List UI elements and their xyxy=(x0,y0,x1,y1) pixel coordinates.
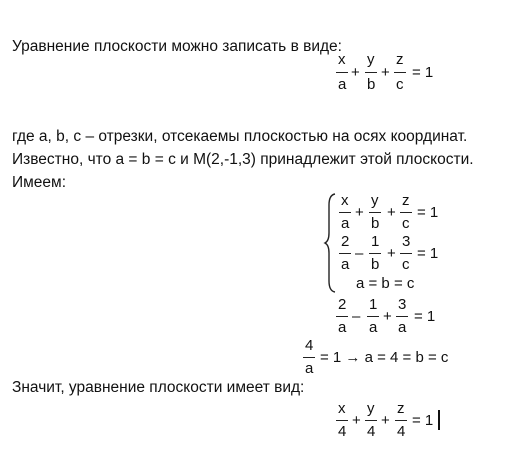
eq1-num-z: z xyxy=(396,51,404,68)
eq1-frac-bar-1 xyxy=(336,72,348,73)
sys2-op-1: – xyxy=(355,245,364,262)
eq1-frac-bar-3 xyxy=(394,72,406,73)
sys2-frac-bar-3 xyxy=(400,253,412,254)
sys1-rhs: = 1 xyxy=(417,204,439,221)
eq5-den-4-2: 4 xyxy=(367,423,376,440)
eq1-frac-bar-2 xyxy=(365,72,377,73)
eq4-den-a: a xyxy=(305,360,314,377)
eq4-frac-bar xyxy=(303,357,315,358)
eq3-den-a-1: a xyxy=(338,319,347,336)
eq3-op-1: – xyxy=(352,308,361,325)
eq3-den-a-2: a xyxy=(369,319,378,336)
eq1-num-y: y xyxy=(367,51,375,68)
sys1-den-a: a xyxy=(341,215,350,232)
eq3-num-3: 3 xyxy=(398,296,407,313)
eq5-frac-bar-3 xyxy=(395,420,407,421)
sys1-num-y: y xyxy=(371,192,379,209)
eq1-op-1: + xyxy=(351,64,360,81)
eq1-op-2: + xyxy=(381,64,390,81)
eq1-num-x: x xyxy=(338,51,346,68)
system-row-3: a = b = c xyxy=(356,275,415,292)
eq5-frac-bar-1 xyxy=(336,420,348,421)
eq3-op-2: + xyxy=(383,308,392,325)
text-intro: Уравнение плоскости можно записать в виде: xyxy=(12,38,342,55)
eq3-frac-bar-3 xyxy=(396,316,408,317)
sys1-num-x: x xyxy=(341,192,349,209)
sys1-op-2: + xyxy=(387,204,396,221)
sys2-frac-bar-2 xyxy=(369,253,381,254)
eq3-frac-bar-2 xyxy=(367,316,379,317)
text-conclusion: Значит, уравнение плоскости имеет вид: xyxy=(12,379,305,396)
eq5-op-2: + xyxy=(381,412,390,429)
eq3-rhs: = 1 xyxy=(414,308,436,325)
eq1-den-a: a xyxy=(338,76,347,93)
sys1-op-1: + xyxy=(355,204,364,221)
eq3-num-1: 1 xyxy=(369,296,378,313)
sys1-frac-bar-3 xyxy=(400,212,412,213)
sys1-num-z: z xyxy=(402,192,410,209)
eq5-num-z: z xyxy=(397,400,405,417)
sys2-num-1: 1 xyxy=(371,233,380,250)
eq4-num-4: 4 xyxy=(305,337,314,354)
eq3-frac-bar-1 xyxy=(336,316,348,317)
eq5-num-x: x xyxy=(338,400,346,417)
text-have: Имеем: xyxy=(12,174,67,191)
sys1-den-b: b xyxy=(371,215,380,232)
text-cursor xyxy=(438,410,440,430)
eq1-den-b: b xyxy=(367,76,376,93)
sys2-num-3: 3 xyxy=(402,233,411,250)
sys2-frac-bar-1 xyxy=(339,253,351,254)
sys2-den-a: a xyxy=(341,256,350,273)
eq5-den-4-1: 4 xyxy=(338,423,347,440)
sys2-op-2: + xyxy=(387,245,396,262)
text-known: Известно, что a = b = c и M(2,-1,3) принадлежит этой плоскости. xyxy=(12,151,474,168)
sys2-rhs: = 1 xyxy=(417,245,439,262)
sys1-frac-bar-1 xyxy=(339,212,351,213)
eq1-den-c: c xyxy=(396,76,404,93)
system-brace-icon xyxy=(325,193,337,293)
sys2-den-c: c xyxy=(402,256,410,273)
text-where: где a, b, c – отрезки, отсекаемы плоскостью на осях координат. xyxy=(12,128,468,145)
eq5-den-4-3: 4 xyxy=(397,423,406,440)
eq3-num-2: 2 xyxy=(338,296,347,313)
eq1-rhs: = 1 xyxy=(412,64,434,81)
eq4-rest: = 1 → a = 4 = b = c xyxy=(320,349,449,366)
eq3-den-a-3: a xyxy=(398,319,407,336)
eq5-num-y: y xyxy=(367,400,375,417)
sys2-num-2: 2 xyxy=(341,233,350,250)
eq5-frac-bar-2 xyxy=(365,420,377,421)
eq5-rhs: = 1 xyxy=(412,412,434,429)
sys1-den-c: c xyxy=(402,215,410,232)
sys2-den-b: b xyxy=(371,256,380,273)
sys1-frac-bar-2 xyxy=(369,212,381,213)
eq5-op-1: + xyxy=(352,412,361,429)
